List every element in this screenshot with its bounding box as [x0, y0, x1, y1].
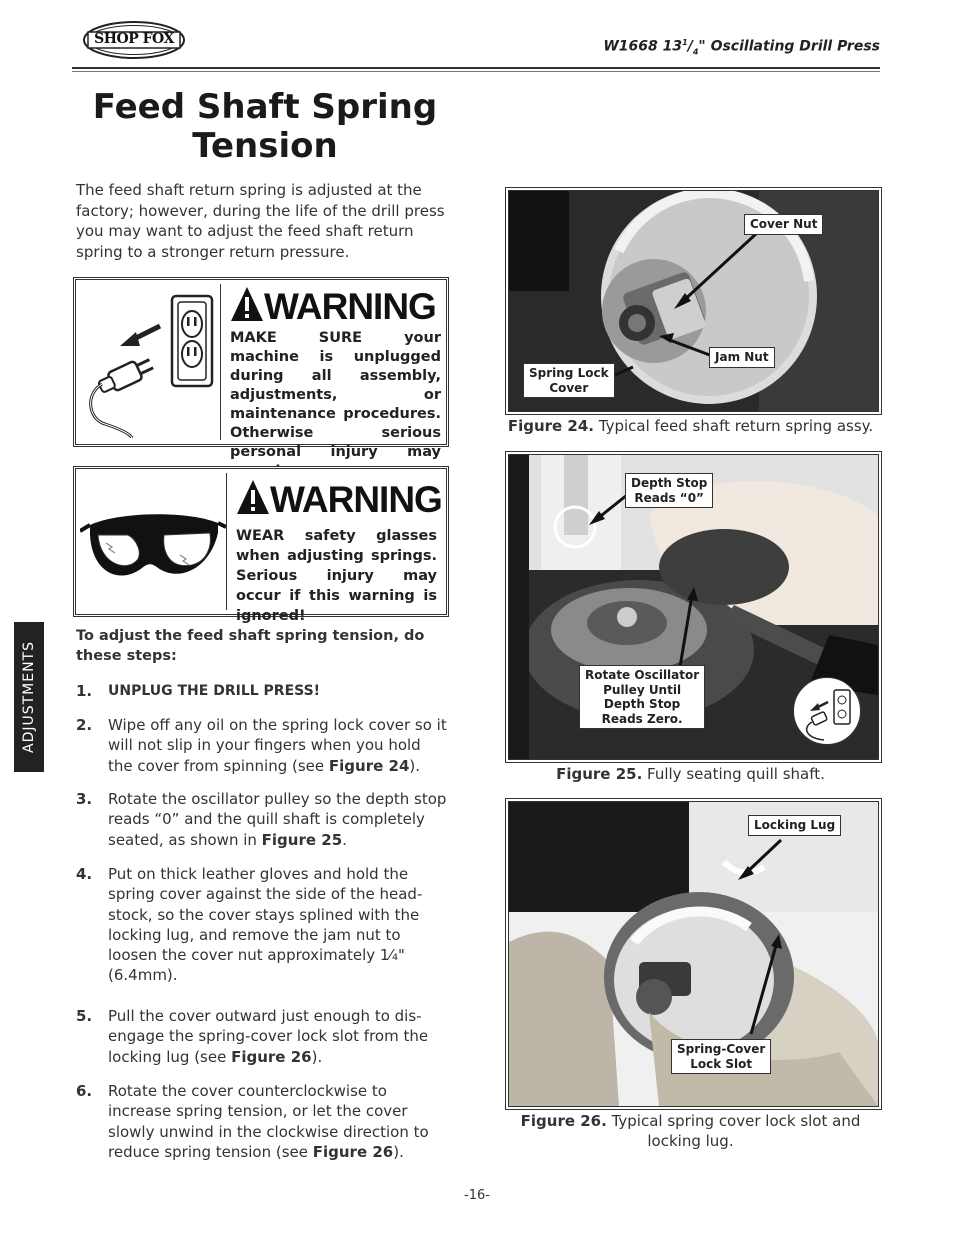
figure-25-photo: [508, 454, 879, 760]
callout-cover-nut: Cover Nut: [744, 214, 823, 235]
figure-25: [505, 451, 882, 763]
warning-text-1: MAKE SURE your machine is unplugged during all assembly, adjustments, or maintenance procedures. Otherwise serious personal injury may: [230, 330, 441, 460]
header-rule-thin: [72, 71, 880, 72]
warning-box-unplug: [73, 277, 449, 460]
warning-heading-1: WARNING: [230, 286, 436, 328]
step-5: 5. Pull the cover outward just enough to dis-engage the spring-cover lock slot from the locking lug (see Figure 26).: [76, 1007, 429, 1066]
page-number: -16-: [464, 1188, 490, 1203]
callout-locking-lug: Locking Lug: [748, 815, 841, 836]
logo-text: SHOP FOX: [94, 31, 174, 47]
shop-fox-logo: [82, 20, 186, 60]
callout-spring-lock-cover: Spring Lock Cover: [523, 363, 615, 398]
callout-rotate-pulley: Rotate Oscillator Pulley Until Depth Stop Reads Zero.: [579, 665, 705, 729]
warning-triangle-icon: [230, 286, 264, 322]
figure-25-caption: Figure 25. Fully seating quill shaft.: [556, 765, 825, 783]
steps-intro: To adjust the feed shaft spring tension, do these steps:: [76, 628, 425, 664]
figure-24-caption: Figure 24. Typical feed shaft return spring assy.: [507, 417, 874, 435]
unplug-icon: [793, 677, 861, 745]
intro-paragraph: The feed shaft return spring is adjusted at the factory; however, during the life of the drill press you may want to adjust the feed shaft return spring to a stronger return pressure.: [76, 181, 445, 261]
step-1: 1. UNPLUG THE DRILL PRESS!: [76, 682, 321, 700]
step-3: 3. Rotate the oscillator pulley so the depth stop reads “0” and the quill shaft is completely seated, as shown in Figure 25.: [76, 790, 447, 849]
manual-title: W1668 $13^1/_4$" Oscillating Drill Press: [603, 38, 880, 57]
figure-24: [505, 187, 882, 415]
figure-26: [505, 798, 882, 1110]
figure-26-caption: Figure 26. Typical spring cover lock slot and locking lug.: [520, 1112, 861, 1150]
step-2: 2. Wipe off any oil on the spring lock cover so it will not slip in your fingers when you hold the cover from spinning (see Figure 24).: [76, 716, 447, 775]
callout-depth-stop: Depth Stop Reads “0”: [625, 473, 713, 508]
warning-heading-2: WARNING: [236, 479, 442, 521]
unplug-illustration: [80, 284, 221, 440]
warning-triangle-icon: [236, 479, 270, 515]
step-6: 6. Rotate the cover counterclockwise to increase spring tension, or let the cover slowly unwind in the clockwise direction to reduce spring tension (see Figure 26).: [76, 1082, 429, 1161]
figure-26-photo: [508, 801, 879, 1107]
step-4: 4. Put on thick leather gloves and hold the spring cover against the side of the head-stock, so the cover stays splined with the locking lug, and remove the jam nut to loosen the cover nut approximately 1⁄₄" (6.4mm).: [76, 865, 423, 985]
section-side-tab: ADJUSTMENTS: [14, 622, 44, 772]
warning-box-glasses: [73, 466, 449, 624]
callout-jam-nut: Jam Nut: [709, 347, 775, 368]
warning-text-2: WEAR safety glasses when adjusting springs. Serious injury may occur if this warning is ignored!: [236, 528, 437, 624]
page-title: Feed Shaft Spring Tension: [92, 87, 438, 166]
safety-glasses-illustration: [80, 473, 227, 610]
header-rule: [72, 67, 880, 69]
callout-spring-cover-lock-slot: Spring-Cover Lock Slot: [671, 1039, 771, 1074]
figure-24-photo: [508, 190, 879, 412]
